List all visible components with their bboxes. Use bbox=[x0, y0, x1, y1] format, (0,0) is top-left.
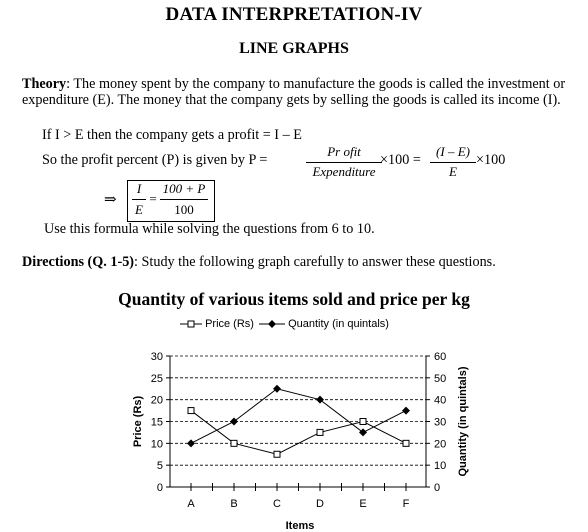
y-right-tick-label: 0 bbox=[434, 482, 441, 494]
directions-label: Directions (Q. 1-5) bbox=[22, 254, 135, 270]
y-right-tick-label: 30 bbox=[434, 416, 447, 429]
price-point bbox=[360, 419, 366, 425]
y-right-tick-label: 10 bbox=[434, 460, 447, 473]
x-tick-label: C bbox=[273, 498, 281, 510]
x-tick-label: D bbox=[316, 498, 324, 510]
doc-title: DATA INTERPRETATION-IV bbox=[165, 4, 423, 25]
quantity-point bbox=[230, 418, 238, 426]
quantity-point bbox=[402, 407, 410, 415]
y-left-tick-label: 20 bbox=[150, 394, 163, 407]
y-right-tick-label: 60 bbox=[434, 351, 447, 363]
price-point bbox=[403, 440, 409, 446]
legend-price-label: Price (Rs) bbox=[205, 318, 254, 330]
fraction-bar-1 bbox=[306, 162, 382, 163]
fraction-bar-2 bbox=[430, 162, 476, 163]
times-100: ×100 bbox=[476, 152, 506, 168]
box-fraction-bar-left bbox=[132, 199, 146, 200]
quantity-point bbox=[273, 385, 281, 393]
times-100-equals: ×100 = bbox=[380, 152, 421, 168]
x-tick-label: A bbox=[187, 498, 195, 510]
line-chart bbox=[0, 332, 588, 532]
box-denominator-100: 100 bbox=[174, 202, 194, 217]
price-point bbox=[274, 451, 280, 457]
use-formula-note: Use this formula while solving the questions from 6 to 10. bbox=[44, 221, 375, 237]
x-tick-label: E bbox=[359, 498, 367, 510]
theory-text: : The money spent by the company to manufacture the goods is called the investment or expenditure (E). The money that the company gets by selling the goods is called its income (I). bbox=[22, 76, 566, 108]
y-left-tick-label: 10 bbox=[150, 438, 163, 451]
y-left-tick-label: 0 bbox=[156, 482, 163, 494]
price-point bbox=[317, 429, 323, 435]
y-left-tick-label: 25 bbox=[150, 372, 163, 385]
box-numerator-i: I bbox=[136, 181, 142, 196]
y-right-tick-label: 20 bbox=[434, 438, 447, 451]
fraction-ie-numerator: (I – E) bbox=[436, 144, 470, 159]
y-left-axis-title: Price (Rs) bbox=[132, 395, 144, 448]
y-right-tick-label: 40 bbox=[434, 394, 447, 407]
x-axis-title: Items bbox=[285, 520, 315, 532]
directions-text: : Study the following graph carefully to answer these questions. bbox=[134, 254, 496, 270]
legend-price-swatch-icon bbox=[180, 319, 202, 329]
theory-paragraph bbox=[22, 77, 582, 108]
legend-quantity-label: Quantity (in quintals) bbox=[288, 318, 389, 330]
y-left-tick-label: 15 bbox=[150, 416, 163, 429]
box-numerator-100p: 100 + P bbox=[162, 181, 206, 196]
box-equals: = bbox=[149, 191, 157, 206]
chart-legend bbox=[180, 318, 389, 330]
price-point bbox=[188, 408, 194, 414]
quantity-point bbox=[316, 396, 324, 404]
theory-label: Theory bbox=[22, 76, 67, 92]
fraction-expenditure-denominator: Expenditure bbox=[312, 164, 376, 179]
chart-title: Quantity of various items sold and price per kg bbox=[118, 289, 470, 309]
y-left-tick-label: 5 bbox=[156, 460, 163, 473]
fraction-profit-numerator: Pr ofit bbox=[327, 144, 361, 159]
percent-line-prefix: So the profit percent (P) is given by P = bbox=[42, 152, 268, 168]
box-denominator-e: E bbox=[135, 202, 143, 217]
x-tick-label: F bbox=[402, 498, 410, 510]
y-right-tick-label: 50 bbox=[434, 372, 447, 385]
profit-line: If I > E then the company gets a profit = I – E bbox=[42, 127, 302, 143]
box-fraction-bar-right bbox=[160, 199, 208, 200]
directions-paragraph bbox=[22, 254, 496, 271]
legend-quantity-swatch-icon bbox=[259, 319, 285, 329]
fraction-e-denominator: E bbox=[449, 164, 457, 179]
series-price-line bbox=[191, 411, 406, 455]
quantity-point bbox=[359, 428, 367, 436]
y-right-axis-title: Quantity (in quintals) bbox=[457, 366, 469, 477]
x-tick-label: B bbox=[230, 498, 238, 510]
y-left-tick-label: 30 bbox=[150, 351, 163, 363]
price-point bbox=[231, 440, 237, 446]
quantity-point bbox=[187, 439, 195, 447]
doc-subtitle: LINE GRAPHS bbox=[239, 40, 349, 57]
implies-arrow-icon: ⇒ bbox=[104, 192, 117, 208]
